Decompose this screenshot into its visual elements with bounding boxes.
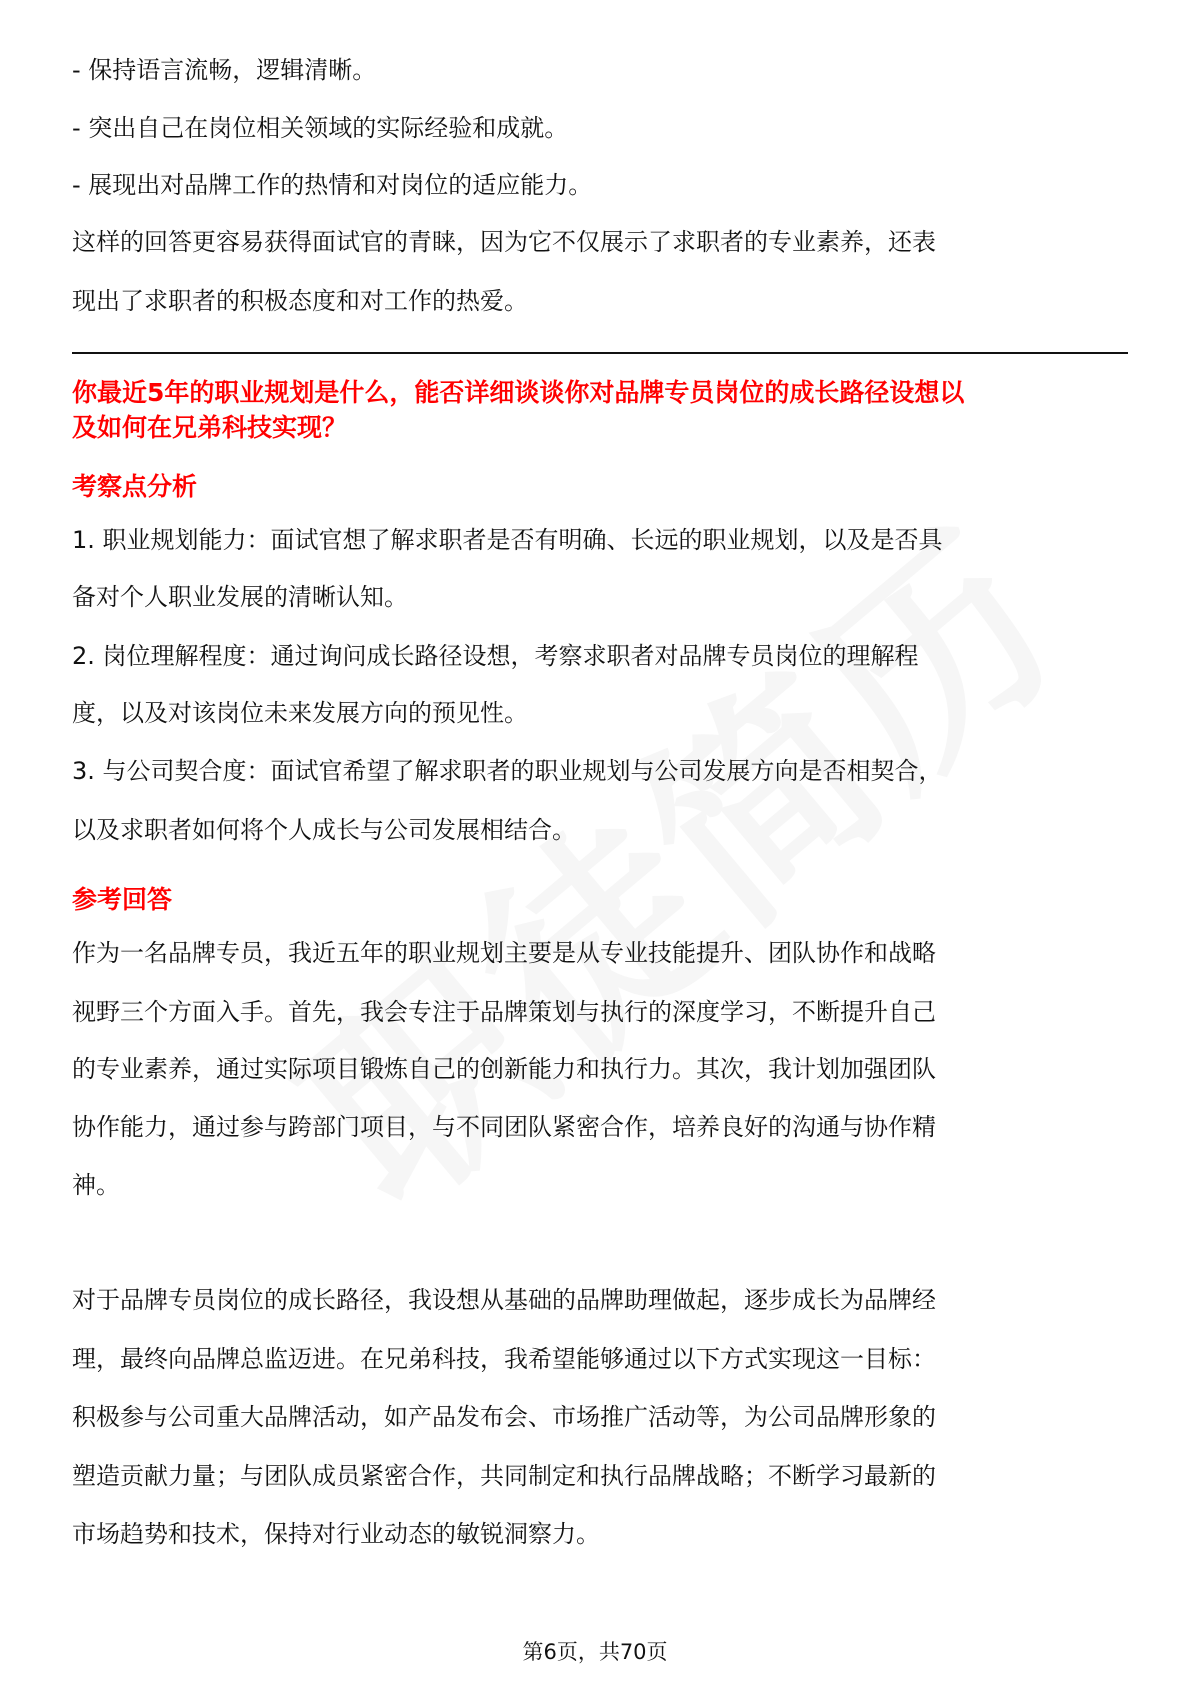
text-line: 以及求职者如何将个人成长与公司发展相结合。 — [72, 816, 576, 844]
text-line: 1. 职业规划能力：面试官想了解求职者是否有明确、长远的职业规划，以及是否具 — [72, 526, 943, 554]
text-line: 2. 岗位理解程度：通过询问成长路径设想，考察求职者对品牌专员岗位的理解程 — [72, 642, 919, 670]
text-line: 理，最终向品牌总监迈进。在兄弟科技，我希望能够通过以下方式实现这一目标： — [72, 1345, 936, 1373]
text-line: 备对个人职业发展的清晰认知。 — [72, 583, 408, 611]
text-line: - 保持语言流畅，逻辑清晰。 — [72, 56, 377, 84]
page-number: 第6页，共70页 — [522, 1640, 668, 1664]
text-line: 现出了求职者的积极态度和对工作的热爱。 — [72, 287, 528, 315]
text-line: - 突出自己在岗位相关领域的实际经验和成就。 — [72, 114, 569, 142]
text-line: 塑造贡献力量；与团队成员紧密合作，共同制定和执行品牌战略；不断学习最新的 — [72, 1462, 936, 1490]
divider — [72, 352, 1128, 354]
question-title: 你最近5年的职业规划是什么，能否详细谈谈你对品牌专员岗位的成长路径设想以 — [72, 378, 965, 407]
text-line: 作为一名品牌专员，我近五年的职业规划主要是从专业技能提升、团队协作和战略 — [72, 939, 936, 967]
text-line: - 展现出对品牌工作的热情和对岗位的适应能力。 — [72, 171, 593, 199]
text-line: 的专业素养，通过实际项目锻炼自己的创新能力和执行力。其次，我计划加强团队 — [72, 1055, 936, 1083]
text-line: 神。 — [72, 1171, 120, 1199]
text-line: 对于品牌专员岗位的成长路径，我设想从基础的品牌助理做起，逐步成长为品牌经 — [72, 1286, 936, 1314]
text-line: 这样的回答更容易获得面试官的青睐，因为它不仅展示了求职者的专业素养，还表 — [72, 228, 936, 256]
text-line: 积极参与公司重大品牌活动，如产品发布会、市场推广活动等，为公司品牌形象的 — [72, 1403, 936, 1431]
text-line: 协作能力，通过参与跨部门项目，与不同团队紧密合作，培养良好的沟通与协作精 — [72, 1113, 936, 1141]
section-heading-answer: 参考回答 — [72, 885, 173, 914]
text-line: 视野三个方面入手。首先，我会专注于品牌策划与执行的深度学习，不断提升自己 — [72, 998, 936, 1026]
text-line: 市场趋势和技术，保持对行业动态的敏锐洞察力。 — [72, 1520, 600, 1548]
section-heading-analysis: 考察点分析 — [72, 472, 198, 501]
text-line: 度，以及对该岗位未来发展方向的预见性。 — [72, 699, 528, 727]
text-line: 3. 与公司契合度：面试官希望了解求职者的职业规划与公司发展方向是否相契合， — [72, 757, 943, 785]
question-title: 及如何在兄弟科技实现？ — [72, 413, 348, 442]
